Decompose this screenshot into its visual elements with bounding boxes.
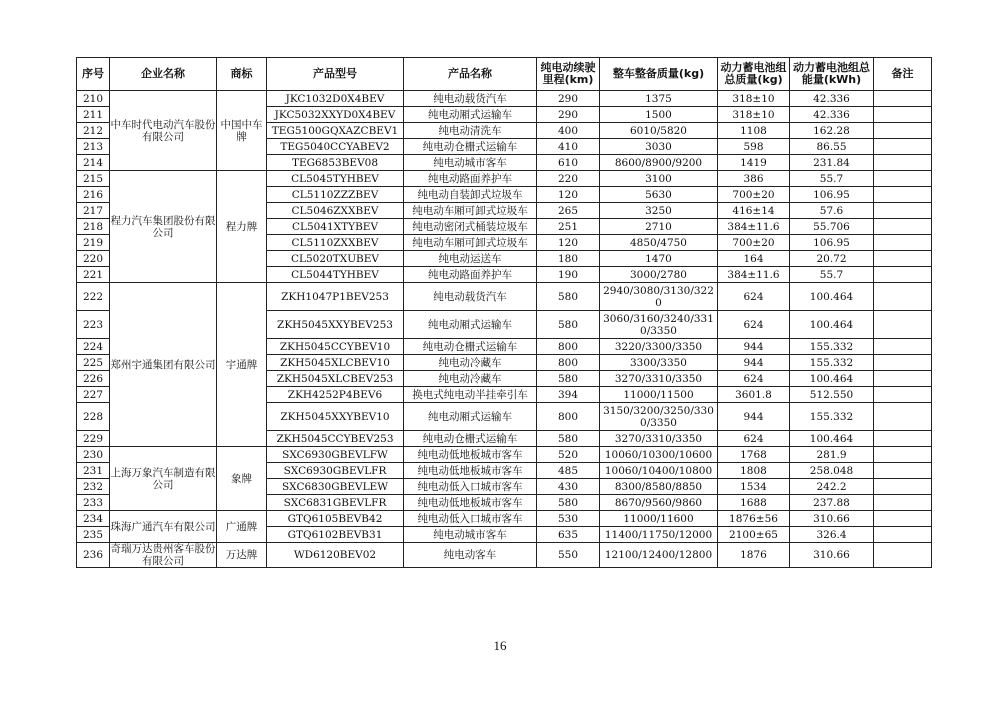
cell-curb-weight: 3270/3310/3350 (600, 371, 718, 387)
cell-index: 228 (77, 403, 110, 431)
cell-product-name: 纯电动冷藏车 (404, 355, 537, 371)
cell-remarks (874, 479, 932, 495)
cell-range: 400 (537, 123, 600, 139)
cell-index: 227 (77, 387, 110, 403)
cell-battery-mass: 1808 (718, 463, 790, 479)
cell-range: 485 (537, 463, 600, 479)
page-number: 16 (493, 638, 507, 653)
cell-battery-energy: 162.28 (790, 123, 874, 139)
cell-brand: 象牌 (217, 447, 267, 511)
cell-company: 中车时代电动汽车股份有限公司 (110, 91, 217, 171)
cell-company: 程力汽车集团股份有限公司 (110, 171, 217, 283)
cell-model: JKC5032XXYD0X4BEV (267, 107, 404, 123)
cell-curb-weight: 10060/10400/10800 (600, 463, 718, 479)
cell-brand: 中国中车牌 (217, 91, 267, 171)
cell-range: 580 (537, 311, 600, 339)
cell-battery-mass: 598 (718, 139, 790, 155)
cell-index: 235 (77, 527, 110, 543)
cell-range: 290 (537, 107, 600, 123)
cell-product-name: 纯电动低地板城市客车 (404, 463, 537, 479)
cell-curb-weight: 1375 (600, 91, 718, 107)
cell-product-name: 换电式纯电动半挂牵引车 (404, 387, 537, 403)
cell-model: CL5020TXUBEV (267, 251, 404, 267)
cell-curb-weight: 3000/2780 (600, 267, 718, 283)
cell-product-name: 纯电动客车 (404, 543, 537, 568)
cell-index: 236 (77, 543, 110, 568)
cell-curb-weight: 3030 (600, 139, 718, 155)
cell-index: 210 (77, 91, 110, 107)
cell-remarks (874, 219, 932, 235)
cell-curb-weight: 8300/8580/8850 (600, 479, 718, 495)
cell-model: CL5041XTYBEV (267, 219, 404, 235)
cell-index: 214 (77, 155, 110, 171)
cell-index: 212 (77, 123, 110, 139)
header-row (77, 58, 932, 91)
cell-product-name: 纯电动载货汽车 (404, 283, 537, 311)
cell-brand: 广通牌 (217, 511, 267, 543)
cell-remarks (874, 107, 932, 123)
cell-battery-mass: 624 (718, 311, 790, 339)
cell-remarks (874, 267, 932, 283)
cell-battery-energy: 155.332 (790, 403, 874, 431)
cell-model: SXC6831GBEVLFR (267, 495, 404, 511)
cell-range: 290 (537, 91, 600, 107)
cell-model: ZKH5045XLCBEV10 (267, 355, 404, 371)
cell-product-name: 纯电动载货汽车 (404, 91, 537, 107)
cell-remarks (874, 431, 932, 447)
cell-model: GTQ6105BEVB42 (267, 511, 404, 527)
table-row (77, 283, 932, 311)
cell-curb-weight: 11400/11750/12000 (600, 527, 718, 543)
cell-index: 213 (77, 139, 110, 155)
cell-battery-energy: 86.55 (790, 139, 874, 155)
cell-range: 265 (537, 203, 600, 219)
vehicle-catalog-table (76, 57, 932, 568)
cell-model: ZKH5045CCYBEV10 (267, 339, 404, 355)
cell-curb-weight: 1500 (600, 107, 718, 123)
cell-index: 232 (77, 479, 110, 495)
cell-model: ZKH5045XLCBEV253 (267, 371, 404, 387)
cell-index: 233 (77, 495, 110, 511)
cell-range: 800 (537, 339, 600, 355)
cell-curb-weight: 12100/12400/12800 (600, 543, 718, 568)
cell-curb-weight: 3250 (600, 203, 718, 219)
cell-battery-energy: 155.332 (790, 339, 874, 355)
cell-battery-mass: 700±20 (718, 235, 790, 251)
table-row (77, 91, 932, 107)
cell-index: 216 (77, 187, 110, 203)
cell-remarks (874, 235, 932, 251)
cell-battery-mass: 386 (718, 171, 790, 187)
cell-model: SXC6930GBEVLFR (267, 463, 404, 479)
cell-remarks (874, 511, 932, 527)
cell-battery-mass: 2100±65 (718, 527, 790, 543)
cell-remarks (874, 403, 932, 431)
cell-battery-energy: 242.2 (790, 479, 874, 495)
cell-model: CL5045TYHBEV (267, 171, 404, 187)
cell-range: 800 (537, 355, 600, 371)
cell-curb-weight: 3060/3160/3240/3310/3350 (600, 311, 718, 339)
header-remarks: 备注 (874, 58, 932, 91)
cell-remarks (874, 355, 932, 371)
cell-company: 珠海广通汽车有限公司 (110, 511, 217, 543)
cell-range: 394 (537, 387, 600, 403)
cell-product-name: 纯电动城市客车 (404, 155, 537, 171)
cell-range: 520 (537, 447, 600, 463)
cell-curb-weight: 8600/8900/9200 (600, 155, 718, 171)
cell-model: ZKH5045CCYBEV253 (267, 431, 404, 447)
cell-battery-mass: 944 (718, 355, 790, 371)
cell-battery-energy: 20.72 (790, 251, 874, 267)
cell-index: 234 (77, 511, 110, 527)
cell-model: TEG5100GQXAZCBEV1 (267, 123, 404, 139)
cell-product-name: 纯电动车厢可卸式垃圾车 (404, 203, 537, 219)
cell-battery-energy: 57.6 (790, 203, 874, 219)
cell-battery-mass: 1108 (718, 123, 790, 139)
cell-remarks (874, 251, 932, 267)
header-battery-mass: 动力蓄电池组总质量(kg) (718, 58, 790, 91)
cell-remarks (874, 543, 932, 568)
cell-index: 230 (77, 447, 110, 463)
cell-battery-energy: 106.95 (790, 235, 874, 251)
cell-index: 226 (77, 371, 110, 387)
cell-battery-mass: 944 (718, 403, 790, 431)
cell-curb-weight: 6010/5820 (600, 123, 718, 139)
header-product-name: 产品名称 (404, 58, 537, 91)
cell-range: 610 (537, 155, 600, 171)
header-company: 企业名称 (110, 58, 217, 91)
header-curb-weight: 整车整备质量(kg) (600, 58, 718, 91)
cell-model: SXC6830GBEVLEW (267, 479, 404, 495)
cell-battery-energy: 231.84 (790, 155, 874, 171)
cell-battery-energy: 42.336 (790, 91, 874, 107)
cell-index: 229 (77, 431, 110, 447)
cell-range: 580 (537, 431, 600, 447)
cell-model: SXC6930GBEVLFW (267, 447, 404, 463)
cell-remarks (874, 387, 932, 403)
cell-index: 215 (77, 171, 110, 187)
cell-range: 635 (537, 527, 600, 543)
cell-battery-energy: 42.336 (790, 107, 874, 123)
cell-battery-energy: 310.66 (790, 543, 874, 568)
cell-model: CL5044TYHBEV (267, 267, 404, 283)
cell-curb-weight: 10060/10300/10600 (600, 447, 718, 463)
cell-curb-weight: 11000/11600 (600, 511, 718, 527)
cell-curb-weight: 3150/3200/3250/3300/3350 (600, 403, 718, 431)
cell-product-name: 纯电动车厢可卸式垃圾车 (404, 235, 537, 251)
cell-range: 550 (537, 543, 600, 568)
cell-remarks (874, 171, 932, 187)
cell-model: CL5110ZXXBEV (267, 235, 404, 251)
cell-battery-mass: 1419 (718, 155, 790, 171)
cell-brand: 宇通牌 (217, 283, 267, 447)
cell-model: TEG6853BEV08 (267, 155, 404, 171)
cell-brand: 万达牌 (217, 543, 267, 568)
cell-battery-energy: 55.7 (790, 171, 874, 187)
cell-index: 231 (77, 463, 110, 479)
cell-range: 220 (537, 171, 600, 187)
cell-remarks (874, 463, 932, 479)
cell-range: 190 (537, 267, 600, 283)
cell-product-name: 纯电动厢式运输车 (404, 403, 537, 431)
cell-remarks (874, 155, 932, 171)
cell-model: CL5110ZZZBEV (267, 187, 404, 203)
cell-product-name: 纯电动低入口城市客车 (404, 479, 537, 495)
table-row (77, 171, 932, 187)
cell-range: 120 (537, 187, 600, 203)
cell-model: TEG5040CCYABEV2 (267, 139, 404, 155)
cell-product-name: 纯电动厢式运输车 (404, 311, 537, 339)
cell-curb-weight: 3270/3310/3350 (600, 431, 718, 447)
cell-battery-energy: 512.550 (790, 387, 874, 403)
cell-range: 580 (537, 495, 600, 511)
cell-battery-mass: 1876 (718, 543, 790, 568)
cell-remarks (874, 371, 932, 387)
cell-battery-energy: 55.706 (790, 219, 874, 235)
cell-index: 218 (77, 219, 110, 235)
cell-product-name: 纯电动低入口城市客车 (404, 511, 537, 527)
cell-battery-mass: 624 (718, 431, 790, 447)
cell-product-name: 纯电动仓栅式运输车 (404, 139, 537, 155)
table-row (77, 543, 932, 568)
cell-battery-energy: 106.95 (790, 187, 874, 203)
header-model: 产品型号 (267, 58, 404, 91)
header-index: 序号 (77, 58, 110, 91)
cell-battery-energy: 258.048 (790, 463, 874, 479)
cell-battery-energy: 237.88 (790, 495, 874, 511)
cell-curb-weight: 2710 (600, 219, 718, 235)
cell-product-name: 纯电动自装卸式垃圾车 (404, 187, 537, 203)
cell-battery-mass: 318±10 (718, 91, 790, 107)
cell-battery-energy: 100.464 (790, 431, 874, 447)
cell-product-name: 纯电动仓栅式运输车 (404, 431, 537, 447)
cell-index: 217 (77, 203, 110, 219)
table-row (77, 511, 932, 527)
cell-company: 上海万象汽车制造有限公司 (110, 447, 217, 511)
cell-range: 251 (537, 219, 600, 235)
cell-battery-mass: 700±20 (718, 187, 790, 203)
cell-product-name: 纯电动厢式运输车 (404, 107, 537, 123)
cell-remarks (874, 339, 932, 355)
cell-battery-mass: 944 (718, 339, 790, 355)
cell-remarks (874, 203, 932, 219)
cell-range: 120 (537, 235, 600, 251)
cell-remarks (874, 91, 932, 107)
cell-product-name: 纯电动冷藏车 (404, 371, 537, 387)
cell-range: 580 (537, 371, 600, 387)
cell-battery-mass: 3601.8 (718, 387, 790, 403)
cell-curb-weight: 4850/4750 (600, 235, 718, 251)
table-row (77, 447, 932, 463)
cell-product-name: 纯电动仓栅式运输车 (404, 339, 537, 355)
cell-battery-mass: 1768 (718, 447, 790, 463)
cell-index: 220 (77, 251, 110, 267)
cell-product-name: 纯电动城市客车 (404, 527, 537, 543)
cell-battery-energy: 100.464 (790, 371, 874, 387)
cell-battery-mass: 384±11.6 (718, 219, 790, 235)
cell-remarks (874, 311, 932, 339)
cell-battery-mass: 624 (718, 283, 790, 311)
cell-battery-mass: 384±11.6 (718, 267, 790, 283)
cell-battery-mass: 1688 (718, 495, 790, 511)
cell-model: ZKH5045XXYBEV10 (267, 403, 404, 431)
cell-battery-mass: 624 (718, 371, 790, 387)
cell-model: GTQ6102BEVB31 (267, 527, 404, 543)
cell-range: 530 (537, 511, 600, 527)
cell-index: 224 (77, 339, 110, 355)
cell-model: JKC1032D0X4BEV (267, 91, 404, 107)
cell-range: 580 (537, 283, 600, 311)
cell-battery-mass: 318±10 (718, 107, 790, 123)
header-battery-energy: 动力蓄电池组总能量(kWh) (790, 58, 874, 91)
cell-battery-energy: 55.7 (790, 267, 874, 283)
cell-battery-energy: 100.464 (790, 311, 874, 339)
cell-index: 223 (77, 311, 110, 339)
cell-product-name: 纯电动运送车 (404, 251, 537, 267)
header-range: 纯电动续驶里程(km) (537, 58, 600, 91)
cell-model: ZKH1047P1BEV253 (267, 283, 404, 311)
cell-company: 奇瑞万达贵州客车股份有限公司 (110, 543, 216, 567)
cell-battery-energy: 310.66 (790, 511, 874, 527)
cell-curb-weight: 3220/3300/3350 (600, 339, 718, 355)
cell-battery-energy: 155.332 (790, 355, 874, 371)
cell-index: 211 (77, 107, 110, 123)
cell-model: ZKH4252P4BEV6 (267, 387, 404, 403)
cell-remarks (874, 187, 932, 203)
cell-remarks (874, 527, 932, 543)
cell-remarks (874, 495, 932, 511)
cell-index: 221 (77, 267, 110, 283)
cell-product-name: 纯电动路面养护车 (404, 171, 537, 187)
cell-battery-mass: 416±14 (718, 203, 790, 219)
cell-range: 180 (537, 251, 600, 267)
cell-product-name: 纯电动清洗车 (404, 123, 537, 139)
cell-range: 410 (537, 139, 600, 155)
cell-range: 800 (537, 403, 600, 431)
cell-battery-mass: 1534 (718, 479, 790, 495)
cell-curb-weight: 2940/3080/3130/3220 (600, 283, 718, 311)
cell-index: 225 (77, 355, 110, 371)
cell-brand: 程力牌 (217, 171, 267, 283)
cell-index: 222 (77, 283, 110, 311)
header-brand: 商标 (217, 58, 267, 91)
cell-curb-weight: 1470 (600, 251, 718, 267)
cell-company: 郑州宇通集团有限公司 (110, 283, 217, 447)
cell-curb-weight: 11000/11500 (600, 387, 718, 403)
cell-product-name: 纯电动密闭式桶装垃圾车 (404, 219, 537, 235)
cell-product-name: 纯电动低地板城市客车 (404, 495, 537, 511)
cell-curb-weight: 5630 (600, 187, 718, 203)
cell-curb-weight: 3100 (600, 171, 718, 187)
table-body (77, 91, 932, 568)
cell-curb-weight: 8670/9560/9860 (600, 495, 718, 511)
cell-remarks (874, 139, 932, 155)
cell-product-name: 纯电动路面养护车 (404, 267, 537, 283)
cell-curb-weight: 3300/3350 (600, 355, 718, 371)
cell-remarks (874, 283, 932, 311)
cell-model: ZKH5045XXYBEV253 (267, 311, 404, 339)
cell-battery-energy: 281.9 (790, 447, 874, 463)
cell-model: WD6120BEV02 (267, 543, 404, 568)
cell-range: 430 (537, 479, 600, 495)
cell-battery-energy: 100.464 (790, 283, 874, 311)
cell-battery-mass: 164 (718, 251, 790, 267)
cell-battery-energy: 326.4 (790, 527, 874, 543)
cell-index: 219 (77, 235, 110, 251)
cell-remarks (874, 447, 932, 463)
cell-battery-mass: 1876±56 (718, 511, 790, 527)
cell-product-name: 纯电动低地板城市客车 (404, 447, 537, 463)
cell-model: CL5046ZXXBEV (267, 203, 404, 219)
cell-remarks (874, 123, 932, 139)
